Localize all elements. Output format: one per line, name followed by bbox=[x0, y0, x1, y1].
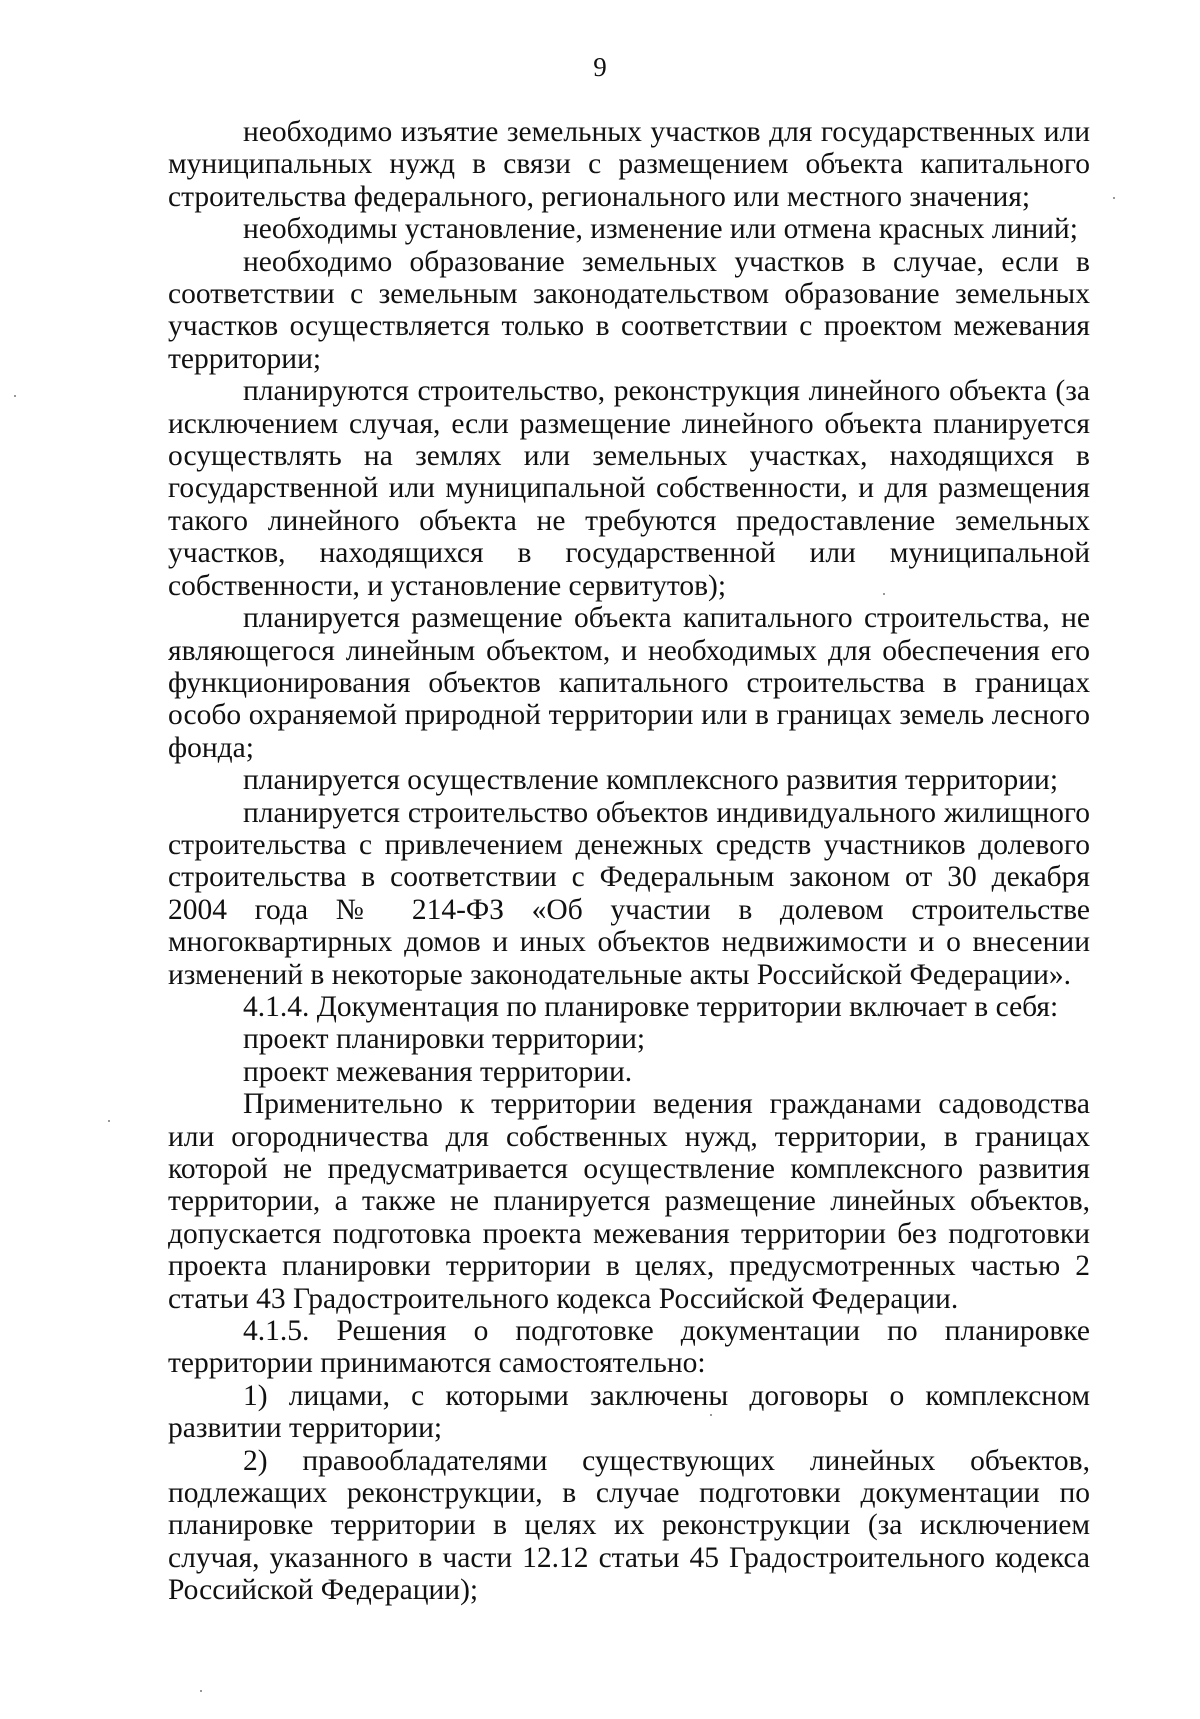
paragraph: проект межевания территории. bbox=[243, 1055, 633, 1088]
paragraph: планируется размещение объекта капитального строительства, не являющегося линейным объектом, и необходимых для обеспечения его функционирования объектов капитального строительства в границах особо охраняемой природной территории или в границах земель лесного фонда; bbox=[168, 602, 1090, 764]
scan-speck bbox=[200, 1690, 202, 1692]
paragraph: планируется осуществление комплексного развития территории; bbox=[243, 764, 1059, 797]
paragraph: проект планировки территории; bbox=[243, 1023, 646, 1056]
paragraph: планируются строительство, реконструкция линейного объекта (за исключением случая, если размещение линейного объекта планируется осуществлять на землях или земельных участках, находящихся в государственной или муниципальной собственности, и для размещения такого линейного объекта не требуются предоставление земельных участков, находящихся в государственной или муниципальной собственности, и установление сервитутов); bbox=[168, 375, 1090, 602]
paragraph: необходимо изъятие земельных участков для государственных или муниципальных нужд в связи с размещением объекта капитального строительства федерального, регионального или местного значения; bbox=[168, 116, 1090, 213]
scan-speck bbox=[710, 1414, 712, 1416]
section-heading-4-1-5: 4.1.5. Решения о подготовке документации по планировке территории принимаются самостоятельно: bbox=[168, 1315, 1090, 1380]
paragraph: необходимо образование земельных участков в случае, если в соответствии с земельным законодательством образование земельных участков осуществляется только в соответствии с проектом межевания территории; bbox=[168, 245, 1090, 375]
section-heading-4-1-4: 4.1.4. Документация по планировке территории включает в себя: bbox=[243, 990, 1059, 1023]
list-item: 1) лицами, с которыми заключены договоры о комплексном развитии территории; bbox=[168, 1379, 1090, 1445]
scan-speck bbox=[14, 395, 16, 397]
scan-speck bbox=[1113, 197, 1115, 199]
scan-speck bbox=[883, 593, 885, 595]
scan-speck bbox=[108, 1120, 110, 1122]
paragraph: необходимы установление, изменение или отмена красных линий; bbox=[243, 213, 1078, 246]
paragraph: Применительно к территории ведения гражданами садоводства или огородничества для собственных нужд, территории, в границах которой не предусматривается осуществление комплексного развития территории, а также не планируется размещение линейных объектов, допускается подготовка проекта межевания территории без подготовки проекта планировки территории в целях, предусмотренных частью 2 статьи 43 Градостроительного кодекса Российской Федерации. bbox=[168, 1088, 1090, 1315]
paragraph: планируется строительство объектов индивидуального жилищного строительства с привлечением денежных средств участников долевого строительства в соответствии с Федеральным законом от 30 декабря 2004 года № 214-ФЗ «Об участии в долевом строительстве многоквартирных домов и иных объектов недвижимости и о внесении изменений в некоторые законодательные акты Российской Федерации». bbox=[168, 796, 1090, 991]
list-item: 2) правообладателями существующих линейных объектов, подлежащих реконструкции, в случае подготовки документации по планировке территории в целях их реконструкции (за исключением случая, указанного в части 12.12 статьи 45 Градостроительного кодекса Российской Федерации); bbox=[168, 1444, 1090, 1607]
document-body bbox=[168, 116, 1090, 1607]
page-number: 9 bbox=[593, 52, 607, 82]
